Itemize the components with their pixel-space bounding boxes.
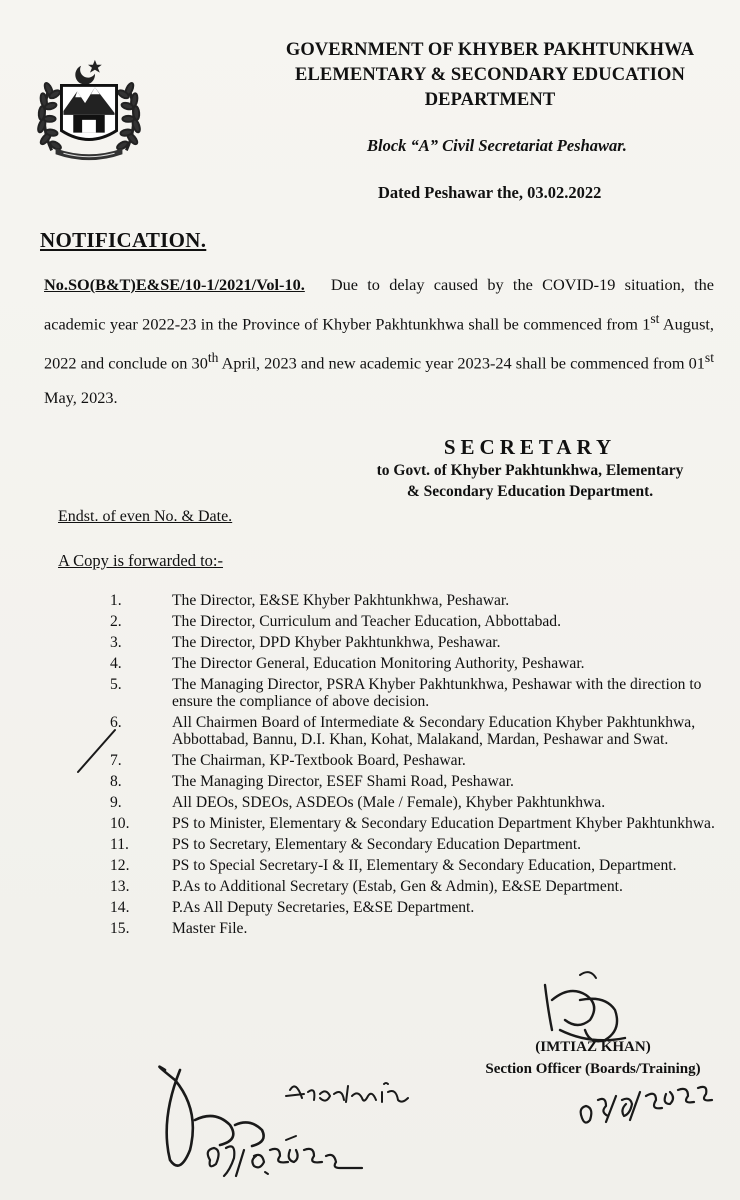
list-item-number: 11. [110, 836, 129, 853]
handwritten-date-right [581, 1087, 712, 1123]
list-item-text: PS to Special Secretary-I & II, Elementary & Secondary Education, Department. [172, 857, 677, 874]
list-item-text: PS to Secretary, Elementary & Secondary Education Department. [172, 836, 582, 853]
list-item-number: 1. [110, 592, 122, 609]
list-item [110, 794, 720, 811]
list-item [110, 878, 720, 895]
body-text-4: May, 2023. [44, 387, 118, 407]
list-item-number: 14. [110, 899, 130, 916]
list-item-number: 5. [110, 676, 122, 693]
list-item-text: The Managing Director, PSRA Khyber Pakhtunkhwa, Peshawar with the direction to ensure the compliance of above decision. [172, 676, 702, 710]
list-item-text: PS to Minister, Elementary & Secondary Education Department Khyber Pakhtunkhwa. [172, 815, 715, 832]
superscript-1: st [650, 311, 660, 326]
handwritten-date-left [208, 1146, 362, 1176]
left-signature [159, 1067, 263, 1166]
signoff-block [463, 1036, 723, 1080]
list-item-text: The Director General, Education Monitoring Authority, Peshawar. [172, 655, 585, 672]
officer-signature [545, 985, 625, 1041]
list-item-number: 8. [110, 773, 122, 790]
body-text-1: Due to delay caused by the COVID-19 situation, the academic year 2022-23 in the Province of Khyber Pakhtunkhwa shall be commenced from 1 [44, 275, 714, 334]
list-item-number: 6. [110, 714, 122, 731]
list-item-text: The Chairman, KP-Textbook Board, Peshawar. [172, 752, 466, 769]
list-item [110, 899, 720, 916]
government-seal-icon [30, 52, 148, 170]
letterhead [250, 38, 730, 113]
secretary-line-1: to Govt. of Khyber Pakhtunkhwa, Elementary [376, 462, 684, 479]
signatory-designation: Section Officer (Boards/Training) [485, 1061, 701, 1077]
list-item-text: P.As to Additional Secretary (Estab, Gen & Admin), E&SE Department. [172, 878, 623, 895]
list-item-number: 4. [110, 655, 122, 672]
list-item-number: 2. [110, 613, 122, 630]
superscript-2: th [207, 350, 219, 366]
secretary-block [330, 435, 730, 502]
list-item-text: All DEOs, SDEOs, ASDEOs (Male / Female), Khyber Pakhtunkhwa. [172, 794, 606, 811]
date-line: Dated Peshawar the, 03.02.2022 [378, 183, 602, 202]
list-item [110, 773, 720, 790]
list-item-number: 3. [110, 634, 122, 651]
secretary-line-2: & Secondary Education Department. [406, 483, 654, 500]
list-item-text: Master File. [172, 920, 248, 937]
list-item-number: 15. [110, 920, 130, 937]
notification-body [44, 268, 714, 415]
list-item-number: 12. [110, 857, 130, 874]
copy-forwarded-heading: A Copy is forwarded to:- [58, 551, 223, 570]
list-item [110, 815, 720, 832]
list-item-number: 7. [110, 752, 122, 769]
list-item-number: 10. [110, 815, 130, 832]
list-item-number: 9. [110, 794, 122, 811]
list-item-text: The Director, Curriculum and Teacher Education, Abbottabad. [172, 613, 562, 630]
list-item [110, 634, 720, 651]
list-item [110, 655, 720, 672]
list-item-text: All Chairmen Board of Intermediate & Secondary Education Khyber Pakhtunkhwa, Abbottabad, Bannu, D.I. Khan, Kohat, Malakand, Mardan, Peshawar and Swat. [172, 714, 696, 748]
office-address: Block “A” Civil Secretariat Peshawar. [367, 136, 627, 155]
list-item [110, 836, 720, 853]
list-item [110, 714, 720, 748]
list-item [110, 592, 720, 609]
list-item [110, 752, 720, 769]
distribution-list [110, 592, 720, 941]
letterhead-line-3: DEPARTMENT [424, 90, 556, 110]
list-item [110, 920, 720, 937]
letterhead-line-2: ELEMENTARY & SECONDARY EDUCATION [295, 65, 685, 85]
superscript-3: st [704, 350, 714, 366]
list-item-text: The Managing Director, ESEF Shami Road, Peshawar. [172, 773, 514, 790]
body-text-2: August, 2022 and conclude on 30 [44, 314, 715, 373]
academic-note [286, 1086, 408, 1102]
endorsement-line: Endst. of even No. & Date. [58, 508, 233, 525]
letterhead-line-1: GOVERNMENT OF KHYBER PAKHTUNKHWA [285, 40, 695, 60]
list-item-number: 13. [110, 878, 130, 895]
secretary-title: SECRETARY [443, 435, 617, 459]
list-item-text: The Director, DPD Khyber Pakhtunkhwa, Peshawar. [172, 634, 501, 651]
list-item [110, 857, 720, 874]
list-item [110, 676, 720, 710]
notification-title: NOTIFICATION. [40, 228, 207, 252]
body-text-3: April, 2023 and new academic year 2023-24 shall be commenced from 01 [218, 353, 705, 373]
reference-number: No.SO(B&T)E&SE/10-1/2021/Vol-10. [44, 275, 305, 294]
list-item [110, 613, 720, 630]
list-item-text: The Director, E&SE Khyber Pakhtunkhwa, Peshawar. [172, 592, 510, 609]
list-item-text: P.As All Deputy Secretaries, E&SE Department. [172, 899, 475, 916]
signatory-name: (IMTIAZ KHAN) [535, 1039, 651, 1055]
